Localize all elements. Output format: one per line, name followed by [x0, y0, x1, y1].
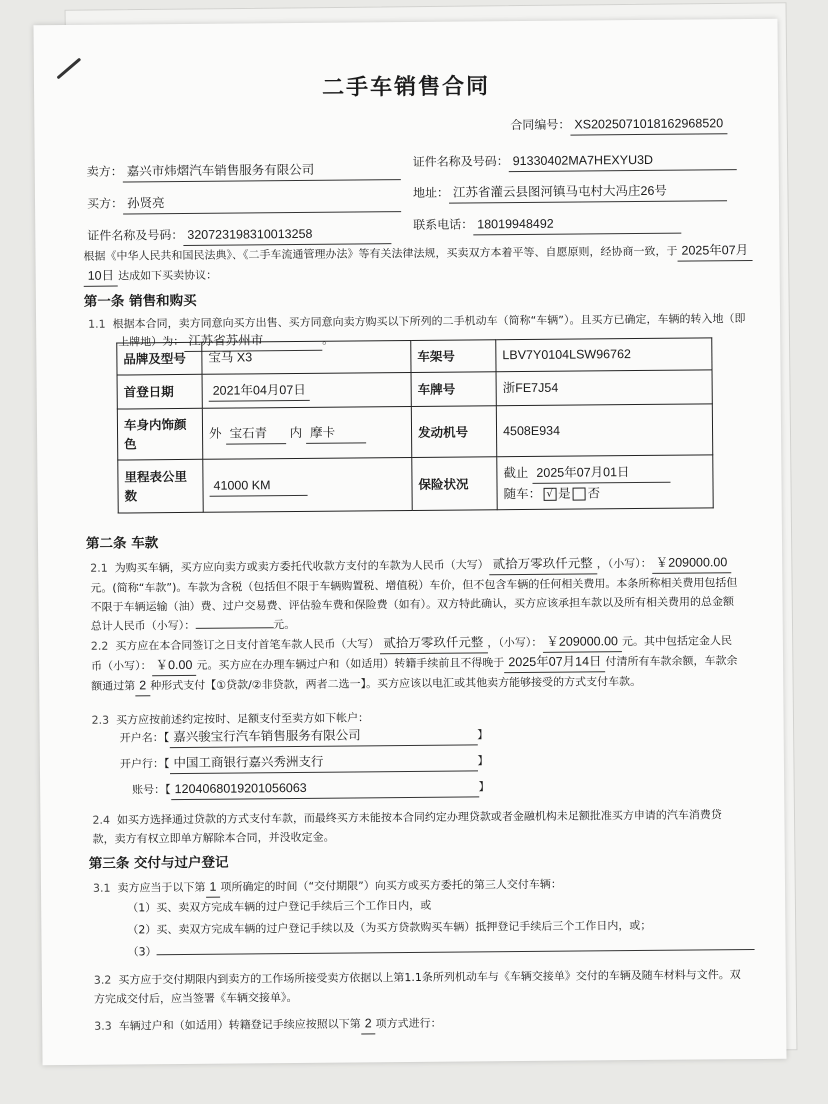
- color-label: 车身内饰颜色: [117, 408, 202, 460]
- clause-3-2: 3.2 买方应于交付期限内到卖方的工作场所接受卖方依据以上第1.1条所列机动车与《车辆交接单》交付的车辆及随车材料与文件。双方完成交付后，应当签署《车辆交接单》。: [93, 968, 741, 1006]
- mileage-value: 41000 KM: [209, 475, 307, 496]
- phone-row: 联系电话： 18019948492: [413, 214, 681, 236]
- intro-line2: 10日 达成如下买卖协议：: [84, 266, 218, 287]
- clause-3-3: 3.3 车辆过户和（如适用）转籍登记手续应按照以下第 2 项方式进行：: [94, 1014, 442, 1037]
- clause-2-2: 2.2 买方应在本合同签订之日支付首笔车款人民币（大写） 贰拾万零玖仟元整 ，（小写）： ￥209000.00 元。其中包括定金人民币（小写）： ￥0.00 元。买方应在办理车辆过户和（如适用）转籍手续前且不得晚于 2025年07月14日 付清所有车款余额，车款余额通过第 2 种形式支付【①贷款/②非贷款，两者二选一】。买方应该以电汇或其他卖方能够接受的方式支付车款。: [91, 631, 741, 697]
- clause-2-1: 2.1 为购买车辆，买方应向卖方或卖方委托代收款方支付的车款为人民币（大写） 贰拾万零玖仟元整 ，（小写）： ￥209000.00元。(简称“车款”)。车款为含税（包括但不限于车辆购置税、增值税）车价，但不包含车辆的任何相关费用。本条所称相关费用包括但不限于车辆运输（油）费、过户交易费、评估验车费和保险费（如有）。双方特此确认，买方应该承担车款以及所有相关费用的总金额总计人民币（小写）： 元。: [90, 553, 741, 636]
- clause-1-1-line2: 上牌地）为： 江苏省苏州市 。: [118, 331, 333, 353]
- table-row: [117, 404, 712, 460]
- engine-value: 4508E934: [496, 404, 712, 457]
- account-name-row: 开户名：【 嘉兴骏宝行汽车销售服务有限公司 】: [120, 725, 489, 748]
- intro-line1: 根据《中华人民共和国民法典》、《二手车流通管理办法》等有关法律法规，买卖双方本着平等、自愿原则，经协商一致，于 2025年07月: [83, 241, 752, 267]
- insurance-until: 2025年07月01日: [532, 463, 670, 484]
- interior-color: 摩卡: [306, 423, 366, 444]
- plate-value: 浙FE7J54: [496, 370, 712, 406]
- account-number-row: 账号：【 1204068019201056063 】: [132, 777, 490, 800]
- reg-date-label: 首登日期: [117, 374, 202, 409]
- reg-date-cell: [202, 372, 411, 408]
- table-row: [118, 455, 713, 513]
- option-2: （2）买、卖双方完成车辆的过户登记手续以及（为买方贷款购买车辆）抵押登记手续后三个工作日内，或；: [127, 918, 652, 937]
- vin-value: LBV7Y0104LSW96762: [496, 338, 712, 372]
- mileage-label: 里程表公里数: [118, 459, 203, 513]
- engine-label: 发动机号: [411, 406, 496, 458]
- vin-label: 车架号: [411, 340, 496, 373]
- table-row: [117, 338, 712, 375]
- mileage-cell: [203, 457, 412, 512]
- insurance-cell: 截止 2025年07月01日 随车： √ 是 否: [497, 455, 713, 510]
- color-cell: 外 宝石青 内 摩卡: [202, 406, 411, 459]
- checkbox-yes: √: [543, 488, 556, 501]
- exterior-color: 宝石青: [225, 424, 285, 445]
- article-3-heading: 第三条 交付与过户登记: [88, 854, 229, 872]
- seller-row: 卖方： 嘉兴市炜熠汽车销售服务有限公司: [87, 160, 401, 183]
- brand-value: 宝马 X3: [202, 340, 411, 374]
- buyer-id-row: 证件名称及号码： 320723198310013258: [87, 224, 391, 247]
- table-row: [117, 370, 712, 409]
- insurance-label: 保险状况: [412, 457, 497, 511]
- article-1-heading: 第一条 销售和购买: [83, 292, 197, 310]
- doc-title: 二手车销售合同: [321, 74, 491, 101]
- clause-1-1: 1.1 根据本合同，卖方同意向买方出售、买方同意向卖方购买以下所列的二手机动车（简称“车辆”）。且买方已确定，车辆的转入地（即: [88, 312, 746, 331]
- clause-2-3: 2.3 买方应按前述约定按时、足额支付至卖方如下帐户：: [91, 711, 370, 727]
- seller-id-row: 证件名称及号码： 91330402MA7HEXYU3D: [413, 150, 737, 173]
- brand-label: 品牌及型号: [117, 342, 202, 375]
- clause-2-4: 2.4 如买方选择通过贷款的方式支付车款，而最终买方未能按本合同约定办理贷款或者金融机构未足额批准买方申请的汽车消费贷款，卖方有权立即单方解除本合同，并没收定金。: [92, 808, 722, 846]
- plate-label: 车牌号: [411, 372, 496, 407]
- vehicle-table: [116, 337, 713, 513]
- pen-mark-icon: [56, 58, 81, 80]
- option-3: （3）: [127, 937, 754, 961]
- contract-number: 合同编号： XS2025071018162968520: [510, 114, 727, 136]
- option-1: （1）买、卖双方完成车辆的过户登记手续后三个工作日内，或: [127, 898, 432, 915]
- buyer-row: 买方： 孙贤亮: [87, 192, 401, 215]
- account-bank-row: 开户行：【 中国工商银行嘉兴秀洲支行 】: [120, 751, 489, 774]
- checkbox-no: [573, 487, 586, 500]
- address-row: 地址： 江苏省灌云县图河镇马屯村大冯庄26号: [413, 181, 727, 204]
- clause-3-1: 3.1 卖方应当于以下第 1 项所确定的时间（“交付期限”）向买方或买方委托的第三人交付车辆：: [93, 875, 562, 899]
- reg-date-value: 2021年04月07日: [209, 381, 310, 402]
- article-2-heading: 第二条 车款: [85, 535, 159, 552]
- contract-page: [33, 19, 786, 1065]
